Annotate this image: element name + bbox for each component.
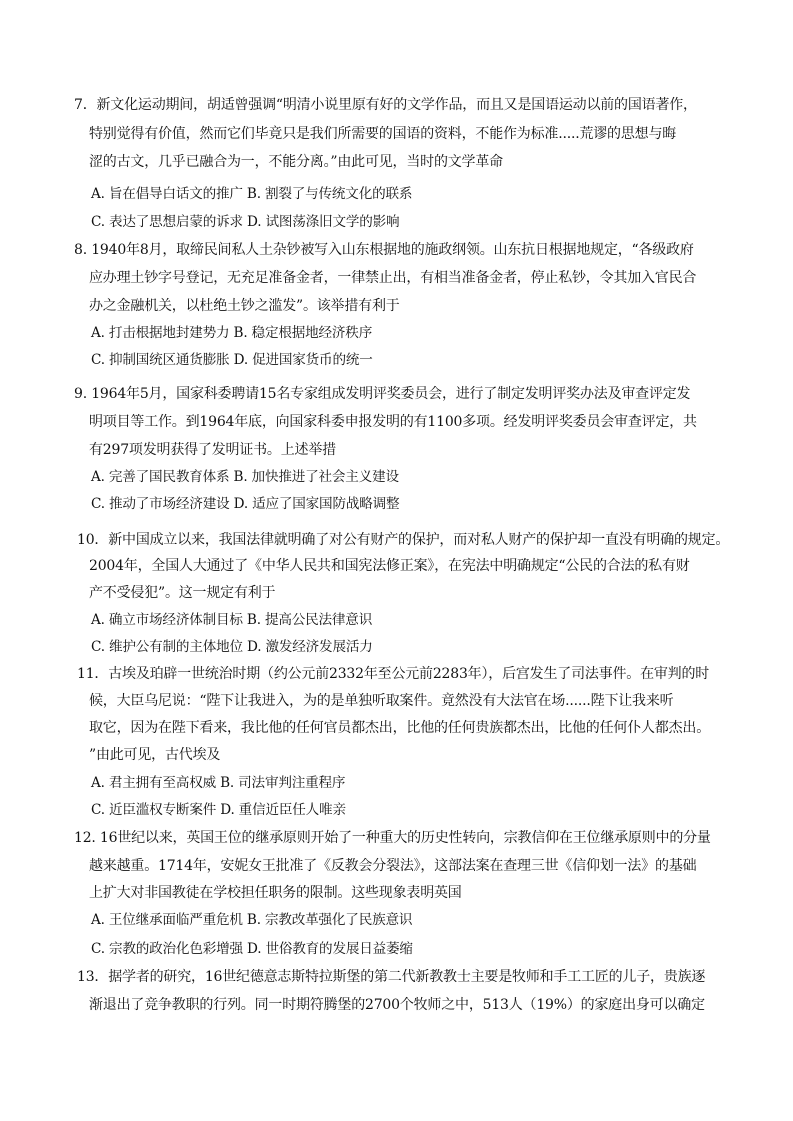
question-11-stem-line-3: 取它，因为在陛下看来，我比他的任何官员都杰出，比他的任何贵族都杰出，比他的任何仆人都杰出。 — [89, 720, 710, 736]
question-11-stem-line-2: 候，大臣乌尼说：“陛下让我进入，为的是单独听取案件。竟然没有大法官在场......陛下让我来听 — [89, 693, 674, 709]
question-8-stem-line-1: 8. 1940年8月，取缔民间私人土杂钞被写入山东根据地的施政纲领。山东抗日根据地规定，“各级政府 — [74, 242, 694, 258]
question-12-options-cd: C. 宗教的政治化色彩增强 D. 世俗教育的发展日益萎缩 — [91, 941, 413, 957]
question-13-stem-line-2: 渐退出了竞争教职的行列。同一时期符腾堡的2700个牧师之中，513人（19%）的家庭出身可以确定 — [89, 997, 705, 1013]
question-8-stem-line-3: 办之金融机关，以杜绝土钞之滥发”。该举措有利于 — [89, 298, 400, 314]
question-8-options-cd: C. 抑制国统区通货膨胀 D. 促进国家货币的统一 — [91, 352, 373, 368]
question-11-options-ab: A. 君主拥有至高权威 B. 司法审判注重程序 — [91, 775, 346, 791]
question-9-stem-line-1: 9. 1964年5月，国家科委聘请15名专家组成发明评奖委员会，进行了制定发明评奖办法及审查评定发 — [74, 386, 691, 402]
question-7-stem-line-2: 特别觉得有价值，然而它们毕竟只是我们所需要的国语的资料，不能作为标准.....荒谬的思想与晦 — [89, 126, 677, 142]
question-12-stem-line-1: 12. 16世纪以来，英国王位的继承原则开始了一种重大的历史性转向，宗教信仰在王位继承原则中的分量 — [74, 830, 711, 846]
question-10-stem-line-2: 2004年，全国人大通过了《中华人民共和国宪法修正案》，在宪法中明确规定“公民的合法的私有财 — [89, 558, 690, 574]
question-9-stem-line-2: 明项目等工作。到1964年底，向国家科委申报发明的有1100多项。经发明评奖委员会审查评定，共 — [89, 414, 697, 430]
question-11-options-cd: C. 近臣滥权专断案件 D. 重信近臣任人唯亲 — [91, 802, 346, 818]
question-7-stem-line-3: 涩的古文，几乎已融合为一，不能分离。”由此可见，当时的文学革命 — [89, 154, 503, 170]
question-10-stem-line-1: 10．新中国成立以来，我国法律就明确了对公有财产的保护，而对私人财产的保护却一直没有明确的规定。 — [77, 532, 730, 548]
question-7-options-ab: A. 旨在倡导白话文的推广 B. 割裂了与传统文化的联系 — [91, 186, 413, 202]
question-9-stem-line-3: 有297项发明获得了发明证书。上述举措 — [89, 442, 336, 458]
question-10-options-ab: A. 确立市场经济体制目标 B. 提高公民法律意识 — [91, 612, 373, 628]
question-9-options-cd: C. 推动了市场经济建设 D. 适应了国家国防战略调整 — [91, 496, 400, 512]
question-8-options-ab: A. 打击根据地封建势力 B. 稳定根据地经济秩序 — [91, 325, 373, 341]
question-9-options-ab: A. 完善了国民教育体系 B. 加快推进了社会主义建设 — [91, 469, 399, 485]
question-10-options-cd: C. 维护公有制的主体地位 D. 激发经济发展活力 — [91, 639, 373, 655]
question-7-stem-line-1: 7．新文化运动期间，胡适曾强调“明清小说里原有好的文学作品，而且又是国语运动以前的国语著作， — [74, 97, 697, 113]
question-7-options-cd: C. 表达了思想启蒙的诉求 D. 试图荡涤旧文学的影响 — [91, 214, 400, 230]
question-10-stem-line-3: 产不受侵犯”。这一规定有利于 — [89, 585, 276, 601]
question-12-stem-line-3: 上扩大对非国教徒在学校担任职务的限制。这些现象表明英国 — [89, 885, 462, 901]
question-12-stem-line-2: 越来越重。1714年，安妮女王批准了《反教会分裂法》，这部法案在查理三世《信仰划一法》的基础 — [89, 858, 697, 874]
question-8-stem-line-2: 应办理土钞字号登记，无充足准备金者，一律禁止出，有相当准备金者，停止私钞，令其加入官民合 — [89, 270, 697, 286]
question-11-stem-line-4: ”由此可见，古代埃及 — [89, 747, 221, 763]
question-13-stem-line-1: 13．据学者的研究，16世纪德意志斯特拉斯堡的第二代新教教士主要是牧师和手工工匠的儿子，贵族逐 — [77, 969, 706, 985]
question-11-stem-line-1: 11．古埃及珀辟一世统治时期（约公元前2332年至公元前2283年），后宫发生了司法事件。在审判的时 — [77, 666, 710, 682]
question-12-options-ab: A. 王位继承面临严重危机 B. 宗教改革强化了民族意识 — [91, 912, 413, 928]
